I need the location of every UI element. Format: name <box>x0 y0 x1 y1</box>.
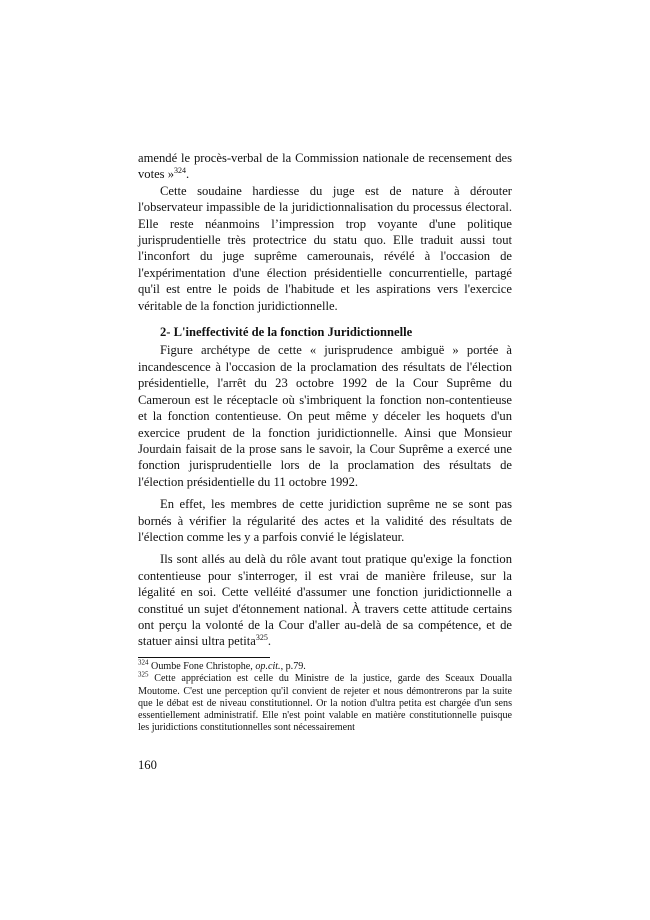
main-text-block <box>138 150 512 650</box>
footnote-ref-italic: op.cit. <box>255 661 281 672</box>
page-number: 160 <box>138 758 157 772</box>
paragraph-5-tail: . <box>267 634 272 649</box>
footnote-number: 324 <box>138 658 149 667</box>
paragraph-1 <box>138 150 512 183</box>
footnote-ref-325: 325 <box>255 633 268 643</box>
footnote-ref-324: 324 <box>174 166 187 176</box>
paragraph-3-text: Figure archétype de cette « jurisprudence ambiguë » portée à incandescence à l'occasion de la proclamation des résultats de l'élection présidentielle, l'arrêt du 23 octobre 1992 de la Cour Suprême du Cameroun est le réceptacle où s'imbriquent la fonction non-contentieuse et la fonction contentieuse. On peut même y déceler les hoquets d'un exercice prudent de la fonction juridictionnelle. Ainsi que Monsieur Jourdain faisait de la prose sans le savoir, la Cour Suprême a exercé une fonction jurisprudentielle lors de la proclamation des résultats de l'élection présidentielle du 11 octobre 1992. <box>138 343 512 489</box>
paragraph-5-text: Ils sont allés au delà du rôle avant tout pratique qu'exige la fonction contentieuse pour s'interroger, il est vrai de manière frileuse, sur la légalité en soi. Cette velléité d'assumer une fonction juridictionnelle a constitué un sujet d'étonnement national. À travers cette attitude certains ont perçu la volonté de la Cour d'aller au-delà de sa compétence, et de statuer ainsi ultra petita <box>138 552 512 649</box>
footnote-divider <box>138 657 270 658</box>
footnote-325 <box>138 670 512 734</box>
footnote-author: Oumbe Fone Christophe, <box>151 661 253 672</box>
footnotes-block <box>138 658 512 735</box>
paragraph-3 <box>138 342 512 490</box>
paragraph-5 <box>138 551 512 649</box>
paragraph-4 <box>138 496 512 545</box>
footnote-324 <box>138 658 512 673</box>
paragraph-2 <box>138 183 512 314</box>
paragraph-2-text: Cette soudaine hardiesse du juge est de nature à dérouter l'observateur impassible de la juridictionnalisation du processus électoral. Elle reste néanmoins l’impression trop voyante d'une politique jurisprudentielle très protectrice du statu quo. Elle traduit aussi tout l'inconfort du juge suprême camerounais, révélé à l'occasion de l'expérimentation d'une élection présidentielle concurrentielle, partagé qu'il est entre le poids de l'habitude et les aspirations vers l'exercice véritable de la fonction juridictionnelle. <box>138 183 512 313</box>
section-heading: 2- L'ineffectivité de la fonction Juridictionnelle <box>160 325 413 340</box>
paragraph-1-tail: . <box>186 167 190 182</box>
footnote-text: Cette appréciation est celle du Ministre de la justice, garde des Sceaux Doualla Moutome. C'est une perception qu'il convient de rejeter et nous démontrerons par la suite que le débat est de niveau constitutionnel. Or la notion d'ultra petita est chargée d'un sens essentiellement administratif. Elle n'est point valable en matière constitutionnelle puisque les juridictions constitutionnelles sont nécessairement <box>138 673 512 734</box>
footnote-ref-tail: , p.79. <box>280 661 306 672</box>
paragraph-4-text: En effet, les membres de cette juridiction suprême ne se sont pas bornés à vérifier la régularité des actes et la validité des résultats de l'élection comme les y a parfois convié le législateur. <box>138 497 512 544</box>
paragraph-1-text: amendé le procès-verbal de la Commission nationale de recensement des votes » <box>138 151 512 182</box>
footnote-number: 325 <box>138 670 149 679</box>
